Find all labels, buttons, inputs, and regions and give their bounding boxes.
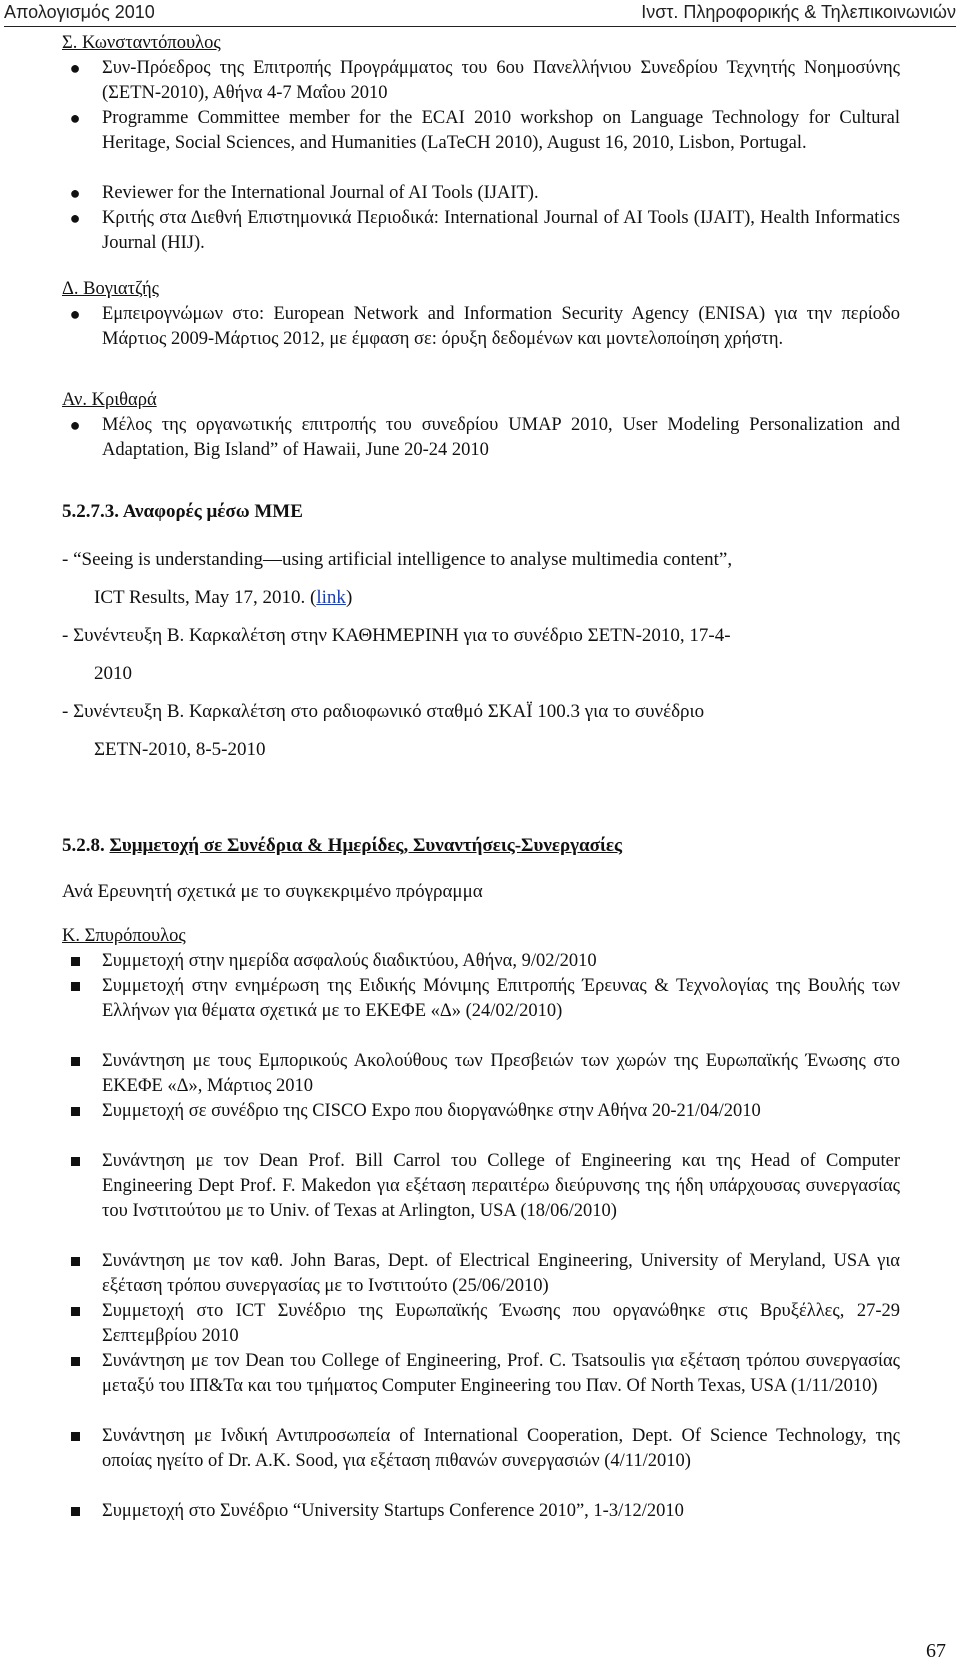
list-item-text: Μέλος της οργανωτικής επιτροπής του συνεδρίου UMAP 2010, User Modeling Personalization and Adaptation, Big Island” of Hawaii, June 20-24 2010 (102, 415, 900, 460)
bullet-square-icon (68, 1249, 82, 1274)
media-entry-source-text: ICT Results, May 17, 2010. ( (94, 587, 317, 608)
list-item-text: Συν-Πρόεδρος της Επιτροπής Προγράμματος του 6ου Πανελλήνιου Συνεδρίου Τεχνητής Νοημοσύνης (ΣΕΤΝ-2010), Αθήνα 4-7 Μαΐου 2010 (102, 58, 900, 103)
bullet-dot-icon: ● (69, 58, 81, 78)
bullet-square-icon (68, 1149, 82, 1174)
section-title: Αναφορές μέσω ΜΜΕ (122, 501, 303, 522)
header-report-title: Απολογισμός 2010 (4, 2, 155, 22)
page-number: 67 (926, 1640, 946, 1662)
list-item-text: Programme Committee member for the ECAI 2010 workshop on Language Technology for Cultural Heritage, Social Sciences, and Humanities (LaTeCH 2010), August 16, 2010, Lisbon, Portugal. (102, 108, 900, 153)
media-entry-line: - Συνέντευξη Β. Καρκαλέτση στο ραδιοφωνικό σταθμό ΣΚΑΪ 100.3 για το συνέδριο (62, 701, 705, 722)
media-entry-source-end: ) (345, 587, 353, 608)
conference-list (62, 949, 900, 1524)
page-content (62, 30, 900, 1524)
activity-list (62, 56, 900, 256)
bullet-square-icon (68, 974, 82, 999)
list-item-text: Εμπειρογνώμων στο: European Network and Information Security Agency (ENISA) για την περίοδο Μάρτιος 2009-Μάρτιος 2012, με έμφαση σε: όρυξη δεδομένων και μοντελοποίηση χρήστη. (102, 304, 900, 349)
list-item (62, 106, 900, 181)
bullet-dot-icon: ● (69, 415, 81, 435)
media-entry-line: - “Seeing is understanding—using artificial intelligence to analyse multimedia content”, (62, 549, 733, 570)
media-entry-line: - Συνέντευξη Β. Καρκαλέτση στην ΚΑΘΗΜΕΡΙΝΗ για το συνέδριο ΣΕΤΝ-2010, 17-4- (62, 625, 731, 646)
researcher-name: Σ. Κωνσταντόπουλος (62, 33, 221, 53)
list-item (62, 1099, 900, 1149)
list-item-text: Συμμετοχή στην ημερίδα ασφαλούς διαδικτύου, Αθήνα, 9/02/2010 (102, 951, 597, 971)
list-item (62, 413, 900, 463)
list-item (62, 1349, 900, 1424)
list-item (62, 56, 900, 106)
bullet-square-icon (68, 1349, 82, 1374)
bullet-square-icon (68, 1499, 82, 1524)
bullet-square-icon (68, 1424, 82, 1449)
list-item (62, 974, 900, 1049)
section-number: 5.2.7.3. (62, 501, 119, 522)
list-item-text: Συνάντηση με τους Εμπορικούς Ακολούθους των Πρεσβειών των χωρών της Ευρωπαϊκής Ένωσης στο ΕΚΕΦΕ «Δ», Μάρτιος 2010 (102, 1051, 900, 1096)
bullet-dot-icon: ● (69, 183, 81, 203)
list-item (62, 1249, 900, 1299)
bullet-dot-icon: ● (69, 108, 81, 128)
bullet-square-icon (68, 1099, 82, 1124)
researcher-name: Κ. Σπυρόπουλος (62, 926, 186, 946)
media-entry (62, 699, 900, 763)
list-item-text: Συμμετοχή στην ενημέρωση της Ειδικής Μόνιμης Επιτροπής Έρευνας & Τεχνολογίας της Βουλής των Ελλήνων για θέματα σχετικά με το ΕΚΕΦΕ «Δ» (24/02/2010) (102, 976, 900, 1021)
list-item-text: Συνάντηση με τον Dean Prof. Bill Carrol του College of Engineering και της Head of Computer Engineering Dept Prof. F. Makedon για εξέταση περαιτέρω διεύρυνσης της ήδη υπάρχουσας συνεργασίας του Ινστιτούτου με το Univ. of Texas at Arlington, USA (18/06/2010) (102, 1151, 900, 1221)
bullet-dot-icon: ● (69, 208, 81, 228)
list-item (62, 949, 900, 974)
media-entry-line-cont: 2010 (94, 663, 132, 684)
list-item-text: Κριτής στα Διεθνή Επιστημονικά Περιοδικά: International Journal of AI Tools (IJAIT), Health Informatics Journal (HIJ). (102, 208, 900, 253)
list-item-text: Συνάντηση με τον Dean του College of Engineering, Prof. C. Tsatsoulis για εξέταση τρόπου συνεργασίας μεταξύ του ΙΠ&Τα και του τμήματος Computer Engineering του Παν. Of North Texas, USA (1/11/2010) (102, 1351, 900, 1396)
activity-list (62, 413, 900, 463)
list-item (62, 1149, 900, 1249)
researcher-name: Αν. Κριθαρά (62, 390, 157, 410)
header-institute: Ινστ. Πληροφορικής & Τηλεπικοινωνιών (641, 2, 956, 22)
media-link[interactable]: link (316, 587, 346, 608)
list-item (62, 206, 900, 256)
media-entry-source (62, 585, 900, 611)
list-item (62, 1299, 900, 1349)
media-entry (62, 547, 900, 611)
bullet-square-icon (68, 949, 82, 974)
media-entry-line-cont: ΣΕΤΝ-2010, 8-5-2010 (94, 739, 266, 760)
list-item (62, 302, 900, 377)
media-entry (62, 623, 900, 687)
section-heading-media (62, 499, 900, 525)
researcher-name: Δ. Βογιατζής (62, 279, 159, 299)
bullet-square-icon (68, 1299, 82, 1324)
list-item-text: Συνάντηση με Ινδική Αντιπροσωπεία of International Cooperation, Dept. Of Science Technology, της οποίας ηγείτο of Dr. A.K. Sood, για εξέταση πιθανών συνεργασιών (4/11/2010) (102, 1426, 900, 1471)
list-item-text: Συμμετοχή σε συνέδριο της CISCO Expo που διοργανώθηκε στην Αθήνα 20-21/04/2010 (102, 1101, 761, 1121)
bullet-square-icon (68, 1049, 82, 1074)
list-item-text: Συμμετοχή στο Συνέδριο “University Startups Conference 2010”, 1-3/12/2010 (102, 1501, 684, 1521)
section-subtitle: Ανά Ερευνητή σχετικά με το συγκεκριμένο πρόγραμμα (62, 881, 483, 902)
page-header (4, 0, 956, 27)
list-item (62, 1424, 900, 1499)
activity-list (62, 302, 900, 377)
list-item-text: Reviewer for the International Journal of AI Tools (IJAIT). (102, 183, 539, 203)
list-item-text: Συμμετοχή στο ICT Συνέδριο της Ευρωπαϊκής Ένωσης που οργανώθηκε στις Βρυξέλλες, 27-29 Σεπτεμβρίου 2010 (102, 1301, 900, 1346)
bullet-dot-icon: ● (69, 304, 81, 324)
list-item (62, 1499, 900, 1524)
section-heading-conferences (62, 833, 900, 859)
section-number: 5.2.8. (62, 835, 105, 856)
list-item-text: Συνάντηση με τον καθ. John Baras, Dept. of Electrical Engineering, University of Meryland, USA για εξέταση τρόπου συνεργασίας με το Ινστιτούτο (25/06/2010) (102, 1251, 900, 1296)
section-title: Συμμετοχή σε Συνέδρια & Ημερίδες, Συναντήσεις-Συνεργασίες (109, 835, 622, 856)
list-item (62, 1049, 900, 1099)
list-item (62, 181, 900, 206)
